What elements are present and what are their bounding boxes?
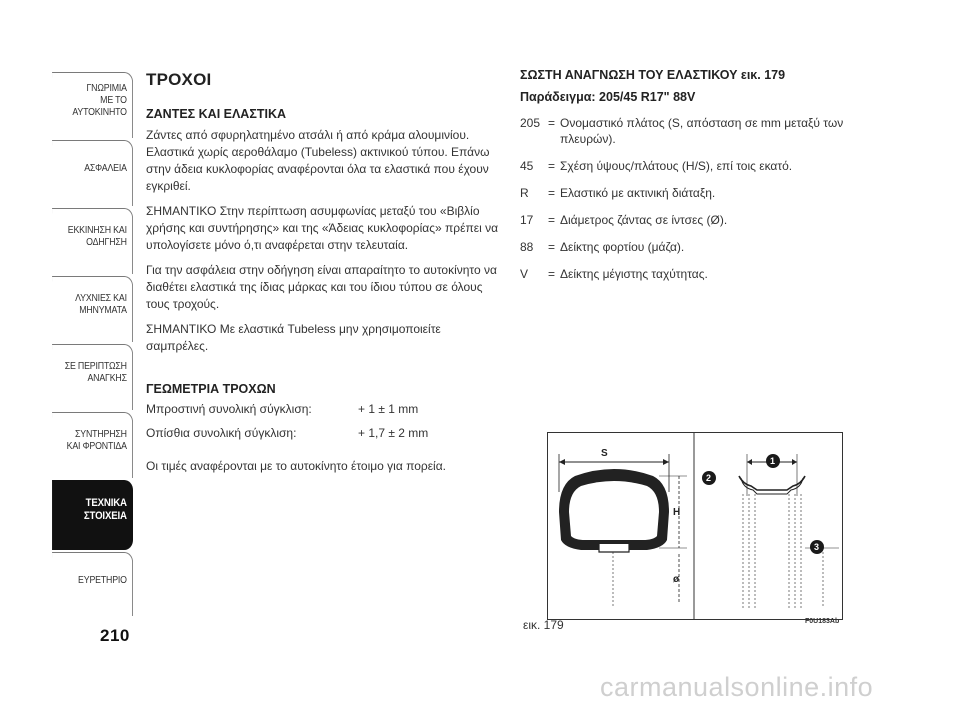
tab-emergency[interactable] (52, 344, 133, 410)
tab-label: ΛΥΧΝΙΕΣ ΚΑΙ ΜΗΝΥΜΑΤΑ (75, 293, 127, 316)
tab-label: ΕΥΡΕΤΗΡΙΟ (78, 575, 127, 586)
list-item (520, 239, 860, 255)
tyre-code-list (520, 115, 860, 282)
spec-equals: = (548, 213, 556, 227)
badge-3-icon (810, 540, 824, 554)
page-number: 210 (100, 626, 130, 645)
spec-code: 17 (520, 213, 534, 227)
spec-code: R (520, 186, 529, 200)
figure-code: F0U183Ab (805, 618, 840, 625)
label-diameter: ø (673, 574, 680, 585)
tab-maintenance[interactable] (52, 412, 133, 478)
badge-3-label: 3 (814, 542, 820, 552)
wheel-geometry-heading: ΓΕΩΜΕΤΡΙΑ ΤΡΟΧΩΝ (146, 382, 276, 396)
tab-label: ΓΝΩΡΙΜΙΑ ΜΕ ΤΟ ΑΥΤΟΚΙΝΗΤΟ (72, 83, 127, 118)
badge-2-icon (702, 471, 716, 485)
badge-1-icon (766, 454, 780, 468)
geometry-row-front (146, 400, 506, 418)
spec-equals: = (548, 240, 556, 254)
geometry-label: Οπίσθια συνολική σύγκλιση: (146, 426, 297, 440)
wheel-profile (702, 454, 839, 608)
spec-equals: = (548, 186, 556, 200)
tyre-inner-cavity (569, 481, 659, 540)
geometry-row-rear (146, 424, 506, 442)
spec-equals: = (548, 159, 556, 173)
spec-code: V (520, 267, 529, 281)
list-item (520, 266, 860, 282)
spec-description: Ονομαστικό πλάτος (S, απόσταση σε mm μεταξύ των πλευρών). (560, 116, 844, 146)
spec-description: Ελαστικό με ακτινική διάταξη. (560, 186, 716, 200)
tab-safety[interactable] (52, 140, 133, 206)
list-item (520, 212, 860, 228)
geometry-value: + 1,7 ± 2 mm (358, 426, 429, 440)
spec-equals: = (548, 267, 556, 281)
safety-paragraph: Για την ασφάλεια στην οδήγηση είναι απαραίτητο το αυτοκίνητο να διαθέτει ελαστικά της ίδιας μάρκας και του ίδιου τύπου σε όλους τους τροχούς. (146, 263, 497, 311)
geometry-value: + 1 ± 1 mm (358, 402, 419, 416)
spec-description: Δείκτης φορτίου (μάζα). (560, 240, 685, 254)
tab-index[interactable] (52, 552, 133, 616)
tab-label: ΑΣΦΑΛΕΙΑ (84, 163, 127, 174)
arrow-left-icon (559, 459, 565, 465)
arrow-right-icon (663, 459, 669, 465)
list-item (520, 185, 860, 201)
label-h: H (673, 507, 681, 518)
tab-starting-driving[interactable] (52, 208, 133, 274)
tyre-diagram-figure (547, 432, 843, 620)
badge-1-label: 1 (770, 456, 776, 466)
tyre-reading-heading: ΣΩΣΤΗ ΑΝΑΓΝΩΣΗ ΤΟΥ ΕΛΑΣΤΙΚΟΥ εικ. 179 (520, 68, 786, 82)
tyre-reading-section (520, 66, 860, 293)
tab-label: ΣΥΝΤΗΡΗΣΗ ΚΑΙ ΦΡΟΝΤΙΔΑ (66, 429, 127, 452)
tab-getting-to-know-car[interactable] (52, 72, 133, 138)
spec-description: Σχέση ύψους/πλάτους (H/S), επί τοις εκατό. (560, 159, 793, 173)
page-title: ΤΡΟΧΟΙ (146, 70, 212, 89)
tab-lights-messages[interactable] (52, 276, 133, 342)
tab-technical-data[interactable] (52, 480, 133, 550)
watermark: carmanualsonline.info (600, 672, 874, 702)
tab-label: ΕΚΚΙΝΗΣΗ ΚΑΙ ΟΔΗΓΗΣΗ (67, 225, 127, 248)
spec-code: 88 (520, 240, 534, 254)
tyre-diagram (547, 432, 843, 620)
geometry-note: Οι τιμές αναφέρονται με το αυτοκίνητο έτοιμο για πορεία. (146, 459, 446, 473)
wheels-section (146, 70, 506, 475)
important-note-tubeless: ΣΗΜΑΝΤΙΚΟ Με ελαστικά Tubeless μην χρησιμοποιείτε σαμπρέλες. (146, 322, 441, 353)
spec-description: Δείκτης μέγιστης ταχύτητας. (560, 267, 708, 281)
spec-code: 45 (520, 159, 534, 173)
label-s: S (601, 448, 608, 459)
rims-tyres-heading: ΖΑΝΤΕΣ ΚΑΙ ΕΛΑΣΤΙΚΑ (146, 107, 287, 121)
tab-label: ΣΕ ΠΕΡΙΠΤΩΣΗ ΑΝΑΓΚΗΣ (64, 361, 127, 384)
rims-tyres-paragraph: Ζάντες από σφυρηλατημένο ατσάλι ή από κράμα αλουμινίου. Ελαστικά χωρίς αεροθάλαμο (Tubeless) ακτινικού τύπου. Επάνω στην άδεια κυκλοφορίας αναφέρονται όλα τα ελαστικά που έχουν εγκριθεί. (146, 128, 490, 193)
list-item (520, 115, 860, 147)
spec-equals: = (548, 116, 556, 130)
tyre-example: Παράδειγμα: 205/45 R17" 88V (520, 90, 696, 104)
spec-description: Διάμετρος ζάντας σε ίντσες (Ø). (560, 213, 728, 227)
rim-profile (739, 476, 805, 490)
important-note-registration: ΣΗΜΑΝΤΙΚΟ Στην περίπτωση ασυμφωνίας μεταξύ του «Βιβλίο χρήσης και συντήρησης» και της «Άδειας κυκλοφορίας» πρέπει να υπολογίσετε μόνο ό,τι αναφέρεται στην τελευταία. (146, 204, 499, 252)
geometry-label: Μπροστινή συνολική σύγκλιση: (146, 402, 312, 416)
tab-label: ΤΕΧΝΙΚΑ ΣΤΟΙΧΕΙΑ (83, 497, 127, 522)
badge-2-label: 2 (706, 473, 712, 483)
spec-code: 205 (520, 116, 541, 130)
tyre-cross-section (559, 448, 687, 608)
list-item (520, 158, 860, 174)
figure-caption: εικ. 179 (523, 618, 564, 632)
